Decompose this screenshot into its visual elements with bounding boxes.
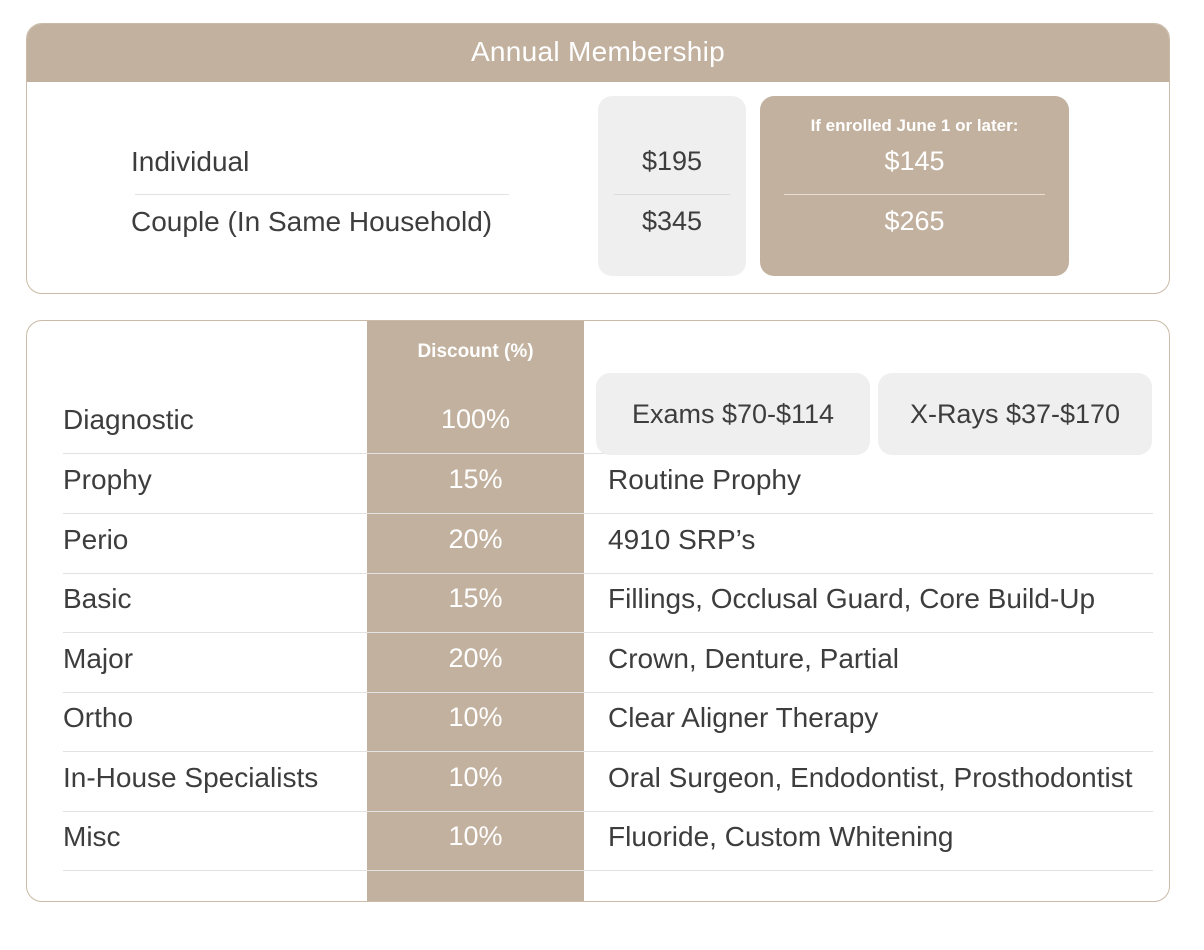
table-row-major bbox=[63, 633, 1153, 693]
row-discount: 15% bbox=[448, 464, 503, 494]
standard-price-box bbox=[598, 96, 746, 276]
table-row-prophy bbox=[63, 454, 1153, 514]
row-divider bbox=[63, 870, 1153, 871]
exams-price-pill: Exams $70-$114 bbox=[596, 373, 870, 455]
late-price-divider bbox=[784, 194, 1045, 195]
row-discount: 100% bbox=[440, 404, 511, 434]
row-discount: 15% bbox=[448, 583, 503, 613]
late-enrollment-price-box bbox=[760, 96, 1069, 276]
row-description: Oral Surgeon, Endodontist, Prosthodontist bbox=[608, 762, 1133, 793]
table-row-misc bbox=[63, 811, 1153, 871]
row-discount: 20% bbox=[448, 643, 503, 673]
membership-divider bbox=[135, 194, 509, 195]
table-row-basic bbox=[63, 573, 1153, 633]
row-description: Fillings, Occlusal Guard, Core Build-Up bbox=[608, 583, 1096, 614]
row-description: Clear Aligner Therapy bbox=[608, 702, 879, 733]
xrays-price-pill: X-Rays $37-$170 bbox=[878, 373, 1152, 455]
row-discount: 10% bbox=[448, 702, 503, 732]
row-category: Prophy bbox=[63, 464, 152, 495]
row-description: Routine Prophy bbox=[608, 464, 802, 495]
row-category: In-House Specialists bbox=[63, 762, 319, 793]
discount-column-header: Discount (%) bbox=[417, 341, 534, 362]
membership-card bbox=[26, 23, 1170, 294]
row-category: Misc bbox=[63, 821, 121, 852]
late-individual-price: $145 bbox=[884, 146, 945, 176]
row-category: Perio bbox=[63, 524, 129, 555]
row-discount: 10% bbox=[448, 762, 503, 792]
table-row-in-house-specialists bbox=[63, 752, 1153, 812]
row-category: Ortho bbox=[63, 702, 134, 733]
row-category: Basic bbox=[63, 583, 132, 614]
late-couple-price: $265 bbox=[884, 206, 945, 236]
late-enrollment-note: If enrolled June 1 or later: bbox=[810, 116, 1019, 135]
individual-label: Individual bbox=[131, 146, 250, 177]
table-row-perio bbox=[63, 514, 1153, 574]
standard-price-divider bbox=[614, 194, 730, 195]
row-discount: 20% bbox=[448, 524, 503, 554]
table-row-ortho bbox=[63, 692, 1153, 752]
row-discount: 10% bbox=[448, 821, 503, 851]
row-description: Crown, Denture, Partial bbox=[608, 643, 900, 674]
membership-title: Annual Membership bbox=[27, 24, 1169, 82]
couple-label: Couple (In Same Household) bbox=[131, 206, 493, 237]
row-description: Fluoride, Custom Whitening bbox=[608, 821, 954, 852]
individual-price: $195 bbox=[641, 146, 703, 176]
row-category: Major bbox=[63, 643, 134, 674]
discount-table-card bbox=[26, 320, 1170, 902]
row-description: 4910 SRP’s bbox=[608, 524, 756, 555]
couple-price: $345 bbox=[641, 206, 703, 236]
row-category: Diagnostic bbox=[63, 404, 194, 435]
